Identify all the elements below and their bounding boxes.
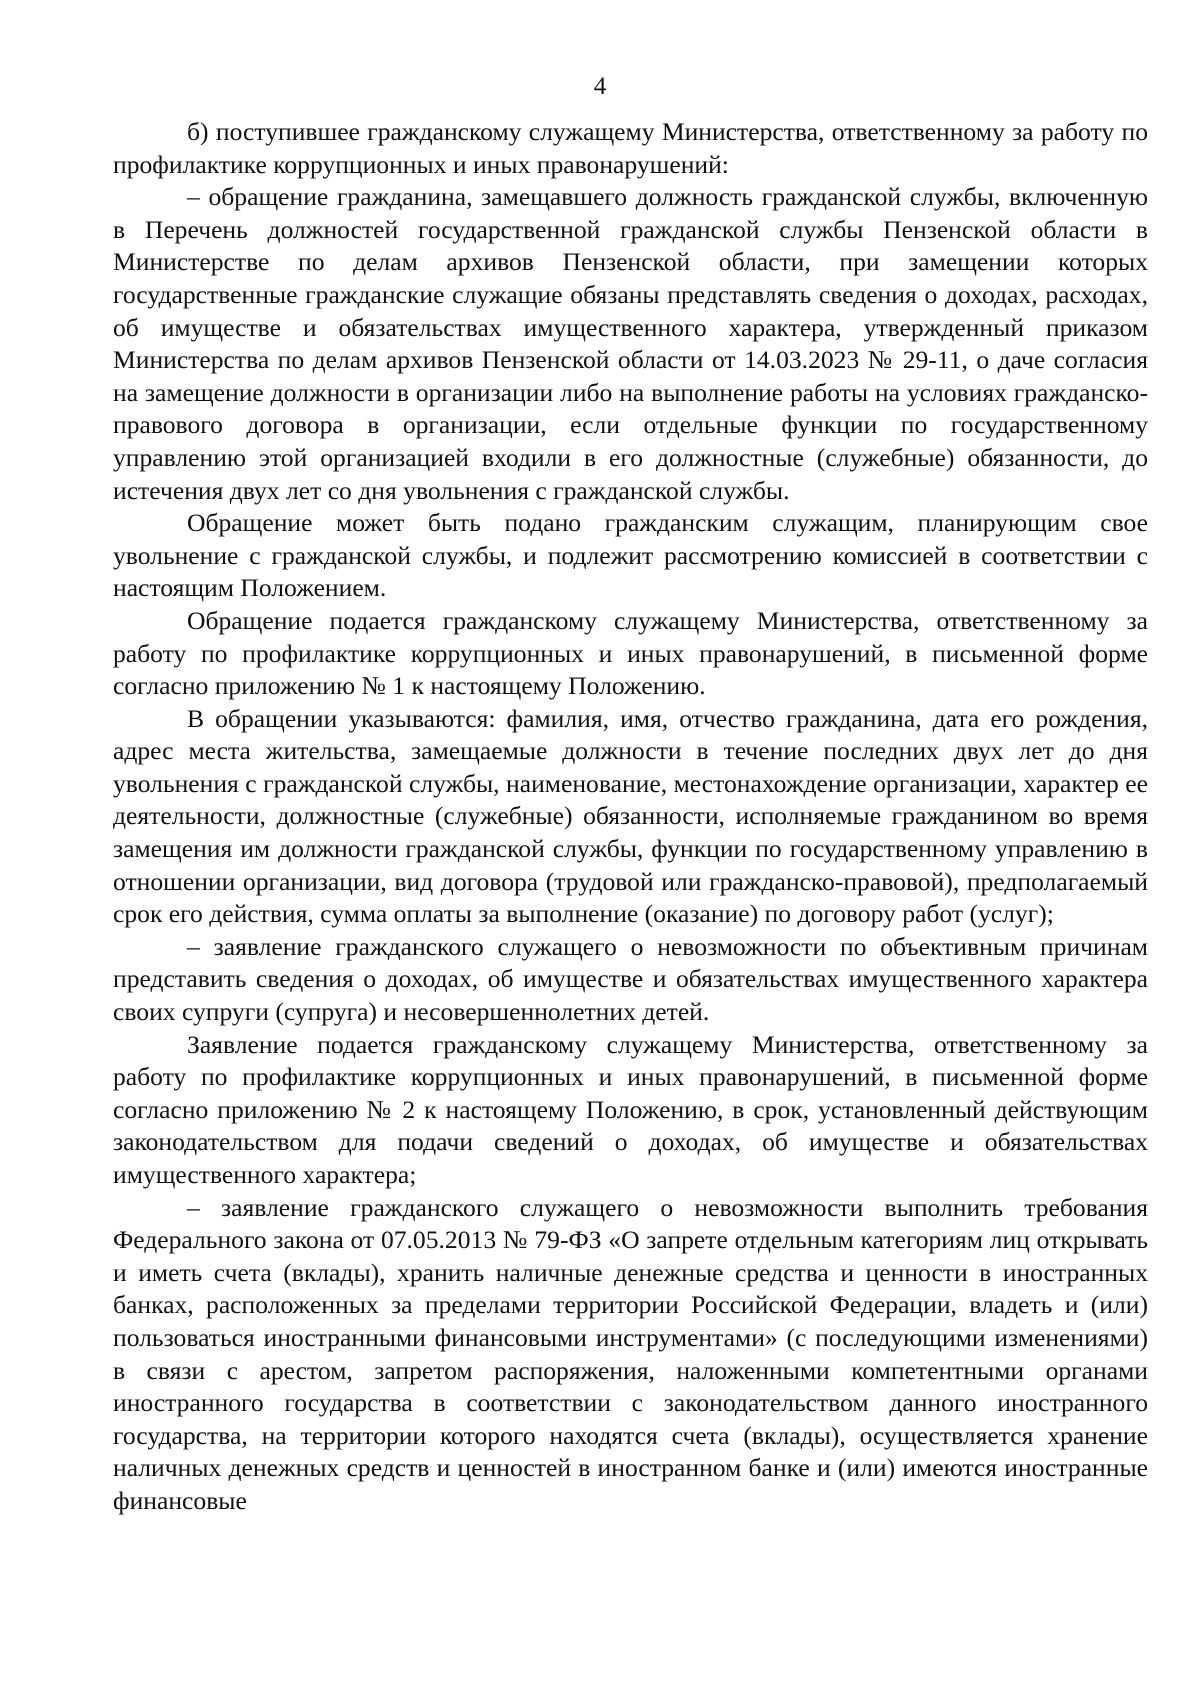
page-number: 4 — [593, 73, 607, 100]
paragraph: б) поступившее гражданскому служащему Министерства, ответственному за работу по профилактике коррупционных и иных правонарушений: — [113, 117, 1148, 179]
paragraph: – заявление гражданского служащего о невозможности выполнить требования Федерального закона от 07.05.2013 № 79-ФЗ «О запрете отдельным категориям лиц открывать и иметь счета (вклады), хранить наличные денежные средства и ценности в иностранных банках, расположенных за пределами территории Российской Федерации, владеть и (или) пользоваться иностранными финансовыми инструментами» (с последующими изменениями) в связи с арестом, запретом распоряжения, наложенными компетентными органами иностранного государства в соответствии с законодательством данного иностранного государства, на территории которого находятся счета (вклады), осуществляется хранение наличных денежных средств и ценностей в иностранном банке и (или) имеются иностранные финансовые — [113, 1192, 1148, 1515]
paragraph: Обращение может быть подано гражданским служащим, планирующим свое увольнение с гражданской службы, и подлежит рассмотрению комиссией в соответствии с настоящим Положением. — [113, 508, 1148, 603]
document-body — [113, 116, 1148, 1518]
paragraph: Обращение подается гражданскому служащему Министерства, ответственному за работу по профилактике коррупционных и иных правонарушений, в письменной форме согласно приложению № 1 к настоящему Положению. — [113, 605, 1148, 701]
paragraph: Заявление подается гражданскому служащему Министерства, ответственному за работу по профилактике коррупционных и иных правонарушений, в письменной форме согласно приложению № 2 к настоящему Положению, в срок, установленный действующим законодательством для подачи сведений о доходах, об имуществе и обязательствах имущественного характера; — [113, 1029, 1148, 1189]
paragraph: – заявление гражданского служащего о невозможности по объективным причинам представить сведения о доходах, об имуществе и обязательствах имущественного характера своих супруги (супруга) и несовершеннолетних детей. — [113, 931, 1148, 1027]
paragraph: – обращение гражданина, замещавшего должность гражданской службы, включенную в Перечень должностей государственной гражданской службы Пензенской области в Министерстве по делам архивов Пензенской области, при замещении которых государственные гражданские служащие обязаны представлять сведения о доходах, расходах, об имуществе и обязательствах имущественного характера, утвержденный приказом Министерства по делам архивов Пензенской области от 14.03.2023 № 29-11, о даче согласия на замещение должности в организации либо на выполнение работы на условиях гражданско-правового договора в организации, если отдельные функции по государственному управлению этой организацией входили в его должностные (служебные) обязанности, до истечения двух лет со дня увольнения с гражданской службы. — [113, 182, 1148, 505]
paragraph: В обращении указываются: фамилия, имя, отчество гражданина, дата его рождения, адрес места жительства, замещаемые должности в течение последних двух лет до дня увольнения с гражданской службы, наименование, местонахождение организации, характер ее деятельности, должностные (служебные) обязанности, исполняемые гражданином во время замещения им должности гражданской службы, функции по государственному управлению в отношении организации, вид договора (трудовой или гражданско-правовой), предполагаемый срок его действия, сумма оплаты за выполнение (оказание) по договору работ (услуг); — [113, 703, 1148, 929]
